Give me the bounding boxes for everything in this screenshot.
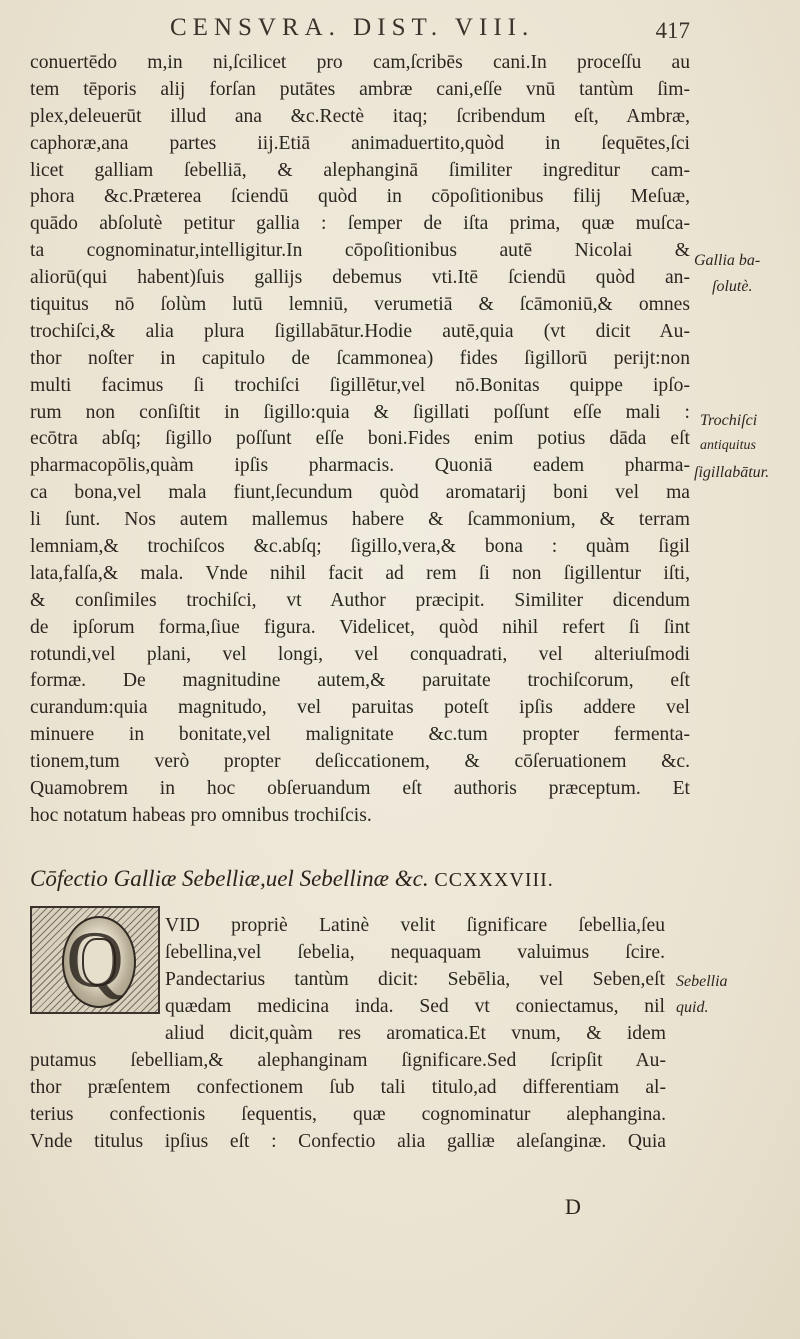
text-line: Quamobrem in hoc obſeruandum eſt authoris præceptum. Et: [30, 778, 690, 800]
text-line: quædam medicina inda. Sed vt coniectamus, nil: [165, 995, 665, 1017]
text-line: ecōtra abſq; ſigillo poſſunt eſſe boni.Fides enim potius dāda eſt: [30, 428, 690, 450]
decorated-initial: [30, 906, 160, 1014]
catchword: D: [565, 1194, 581, 1219]
text-line: rotundi,vel plani, vel longi, vel conquadrati, vel alteriuſmodi: [30, 643, 690, 665]
paragraph-2-indented: [165, 913, 665, 1021]
margin-note: quid.: [676, 999, 709, 1016]
text-line: li ſunt. Nos autem mallemus habere & ſcammonium, & terram: [30, 509, 690, 531]
text-line: phora &c.Præterea ſciendū quòd in cōpoſitionibus filij Meſuæ,: [30, 186, 690, 208]
text-line: multi facimus ſi trochiſci ſigillētur,vel nō.Bonitas quippe ipſo-: [30, 374, 690, 396]
text-line: lemniam,& trochiſcos &c.abſq; ſigillo,vera,& bona : quàm ſigil: [30, 536, 690, 558]
text-line: lata,falſa,& mala. Vnde nihil facit ad rem ſi non ſigillentur iſti,: [30, 562, 690, 584]
text-line: minuere in bonitate,vel malignitate &c.tum propter fermenta-: [30, 724, 690, 746]
margin-note: Trochiſci: [700, 412, 758, 429]
text-line: licet galliam ſebelliā, & alephanginā ſimiliter ingreditur cam-: [30, 159, 690, 181]
margin-note: Sebellia: [676, 973, 728, 990]
text-line: curandum:quia magnitudo, vel paruitas poteſt ipſis addere vel: [30, 697, 690, 719]
text-line: caphoræ,ana partes iij.Etiā animaduertito,quòd in ſequētes,ſci: [30, 132, 690, 154]
page-number: 417: [655, 18, 690, 43]
text-line: aliud dicit,quàm res aromatica.Et vnum, & idem: [165, 1023, 666, 1044]
margin-note: Gallia ba-: [694, 252, 761, 269]
text-line: ca bona,vel mala fiunt,ſecundum quòd aromatarij boni vel ma: [30, 482, 690, 504]
text-line: putamus ſebelliam,& alephanginam ſignificare.Sed ſcripſit Au-: [30, 1049, 666, 1071]
text-line: thor noſter in capitulo de ſcammonea) fides ſigillorū perijt:non: [30, 347, 690, 369]
section-title-text: Cōfectio Galliæ Sebelliæ,uel Sebellinæ &c.: [30, 866, 429, 891]
text-line: conuertēdo m,in ni,ſcilicet pro cam,ſcribēs cani.In proceſſu au: [30, 52, 690, 73]
text-line: tiquitus nō ſolùm lutū lemniū, verumetiā & ſcāmoniū,& omnes: [30, 294, 690, 316]
text-line: plex,deleuerūt illud ana &c.Rectè itaq; ſcribendum eſt, Ambræ,: [30, 105, 690, 127]
paragraph-2-continued: [30, 1021, 666, 1155]
text-line: Vnde titulus ipſius eſt : Confectio alia galliæ aleſanginæ. Quia: [30, 1130, 666, 1152]
text-line: terius confectionis ſequentis, quæ cognominatur alephangina.: [30, 1103, 666, 1125]
text-line: formæ. De magnitudine autem,& paruitate trochiſcorum, eſt: [30, 670, 690, 692]
text-line: hoc notatum habeas pro omnibus trochiſcis.: [30, 804, 372, 826]
text-line: & conſimiles trochiſci, vt Author præcipit. Similiter dicendum: [30, 589, 690, 611]
running-head: CENSVRA. DIST. VIII.: [170, 14, 535, 41]
initial-letter: Q: [66, 916, 124, 1004]
text-line: thor præſentem confectionem ſub tali titulo,ad differentiam al-: [30, 1076, 666, 1098]
text-line: ta cognominatur,intelligitur.In cōpoſitionibus autē Nicolai &: [30, 240, 690, 262]
text-line: pharmacopōlis,quàm ipſis pharmacis. Quoniā eadem pharma-: [30, 455, 690, 477]
page-header: [170, 14, 690, 50]
margin-note: antiquitus: [700, 438, 757, 453]
text-line: ſebellina,vel ſebelia, nequaquam valuimus ſcire.: [165, 941, 665, 963]
text-line: rum non conſiſtit in ſigillo:quia & ſigillati poſſunt eſſe mali :: [30, 401, 690, 423]
text-line: tionem,tum verò propter deſiccationem, & cōſeruationem &c.: [30, 751, 690, 773]
text-line: Pandectarius tantùm dicit: Sebēlia, vel Seben,eſt: [165, 968, 665, 990]
text-line: VID propriè Latinè velit ſignificare ſebellia,ſeu: [165, 915, 665, 936]
text-line: aliorū(qui habent)ſuis gallijs debemus vti.Itē ſciendū quòd an-: [30, 267, 690, 289]
text-line: trochiſci,& alia plura ſigillabātur.Hodie autē,quia (vt dicit Au-: [30, 320, 690, 342]
section-number: CCXXXVIII.: [434, 869, 554, 891]
margin-note: ſolutè.: [712, 278, 753, 295]
text-line: quādo abſolutè petitur gallia : ſemper de iſta prima, quæ muſca-: [30, 213, 690, 235]
text-line: de ipſorum forma,ſiue figura. Videlicet, quòd nihil refert ſi ſint: [30, 616, 690, 638]
paragraph-1: [30, 50, 690, 830]
margin-note: ſigillabātur.: [694, 464, 770, 481]
section-title: [30, 866, 690, 892]
text-line: tem tēporis alij forſan putātes ambræ cani,eſſe vnū tantùm ſim-: [30, 78, 690, 100]
